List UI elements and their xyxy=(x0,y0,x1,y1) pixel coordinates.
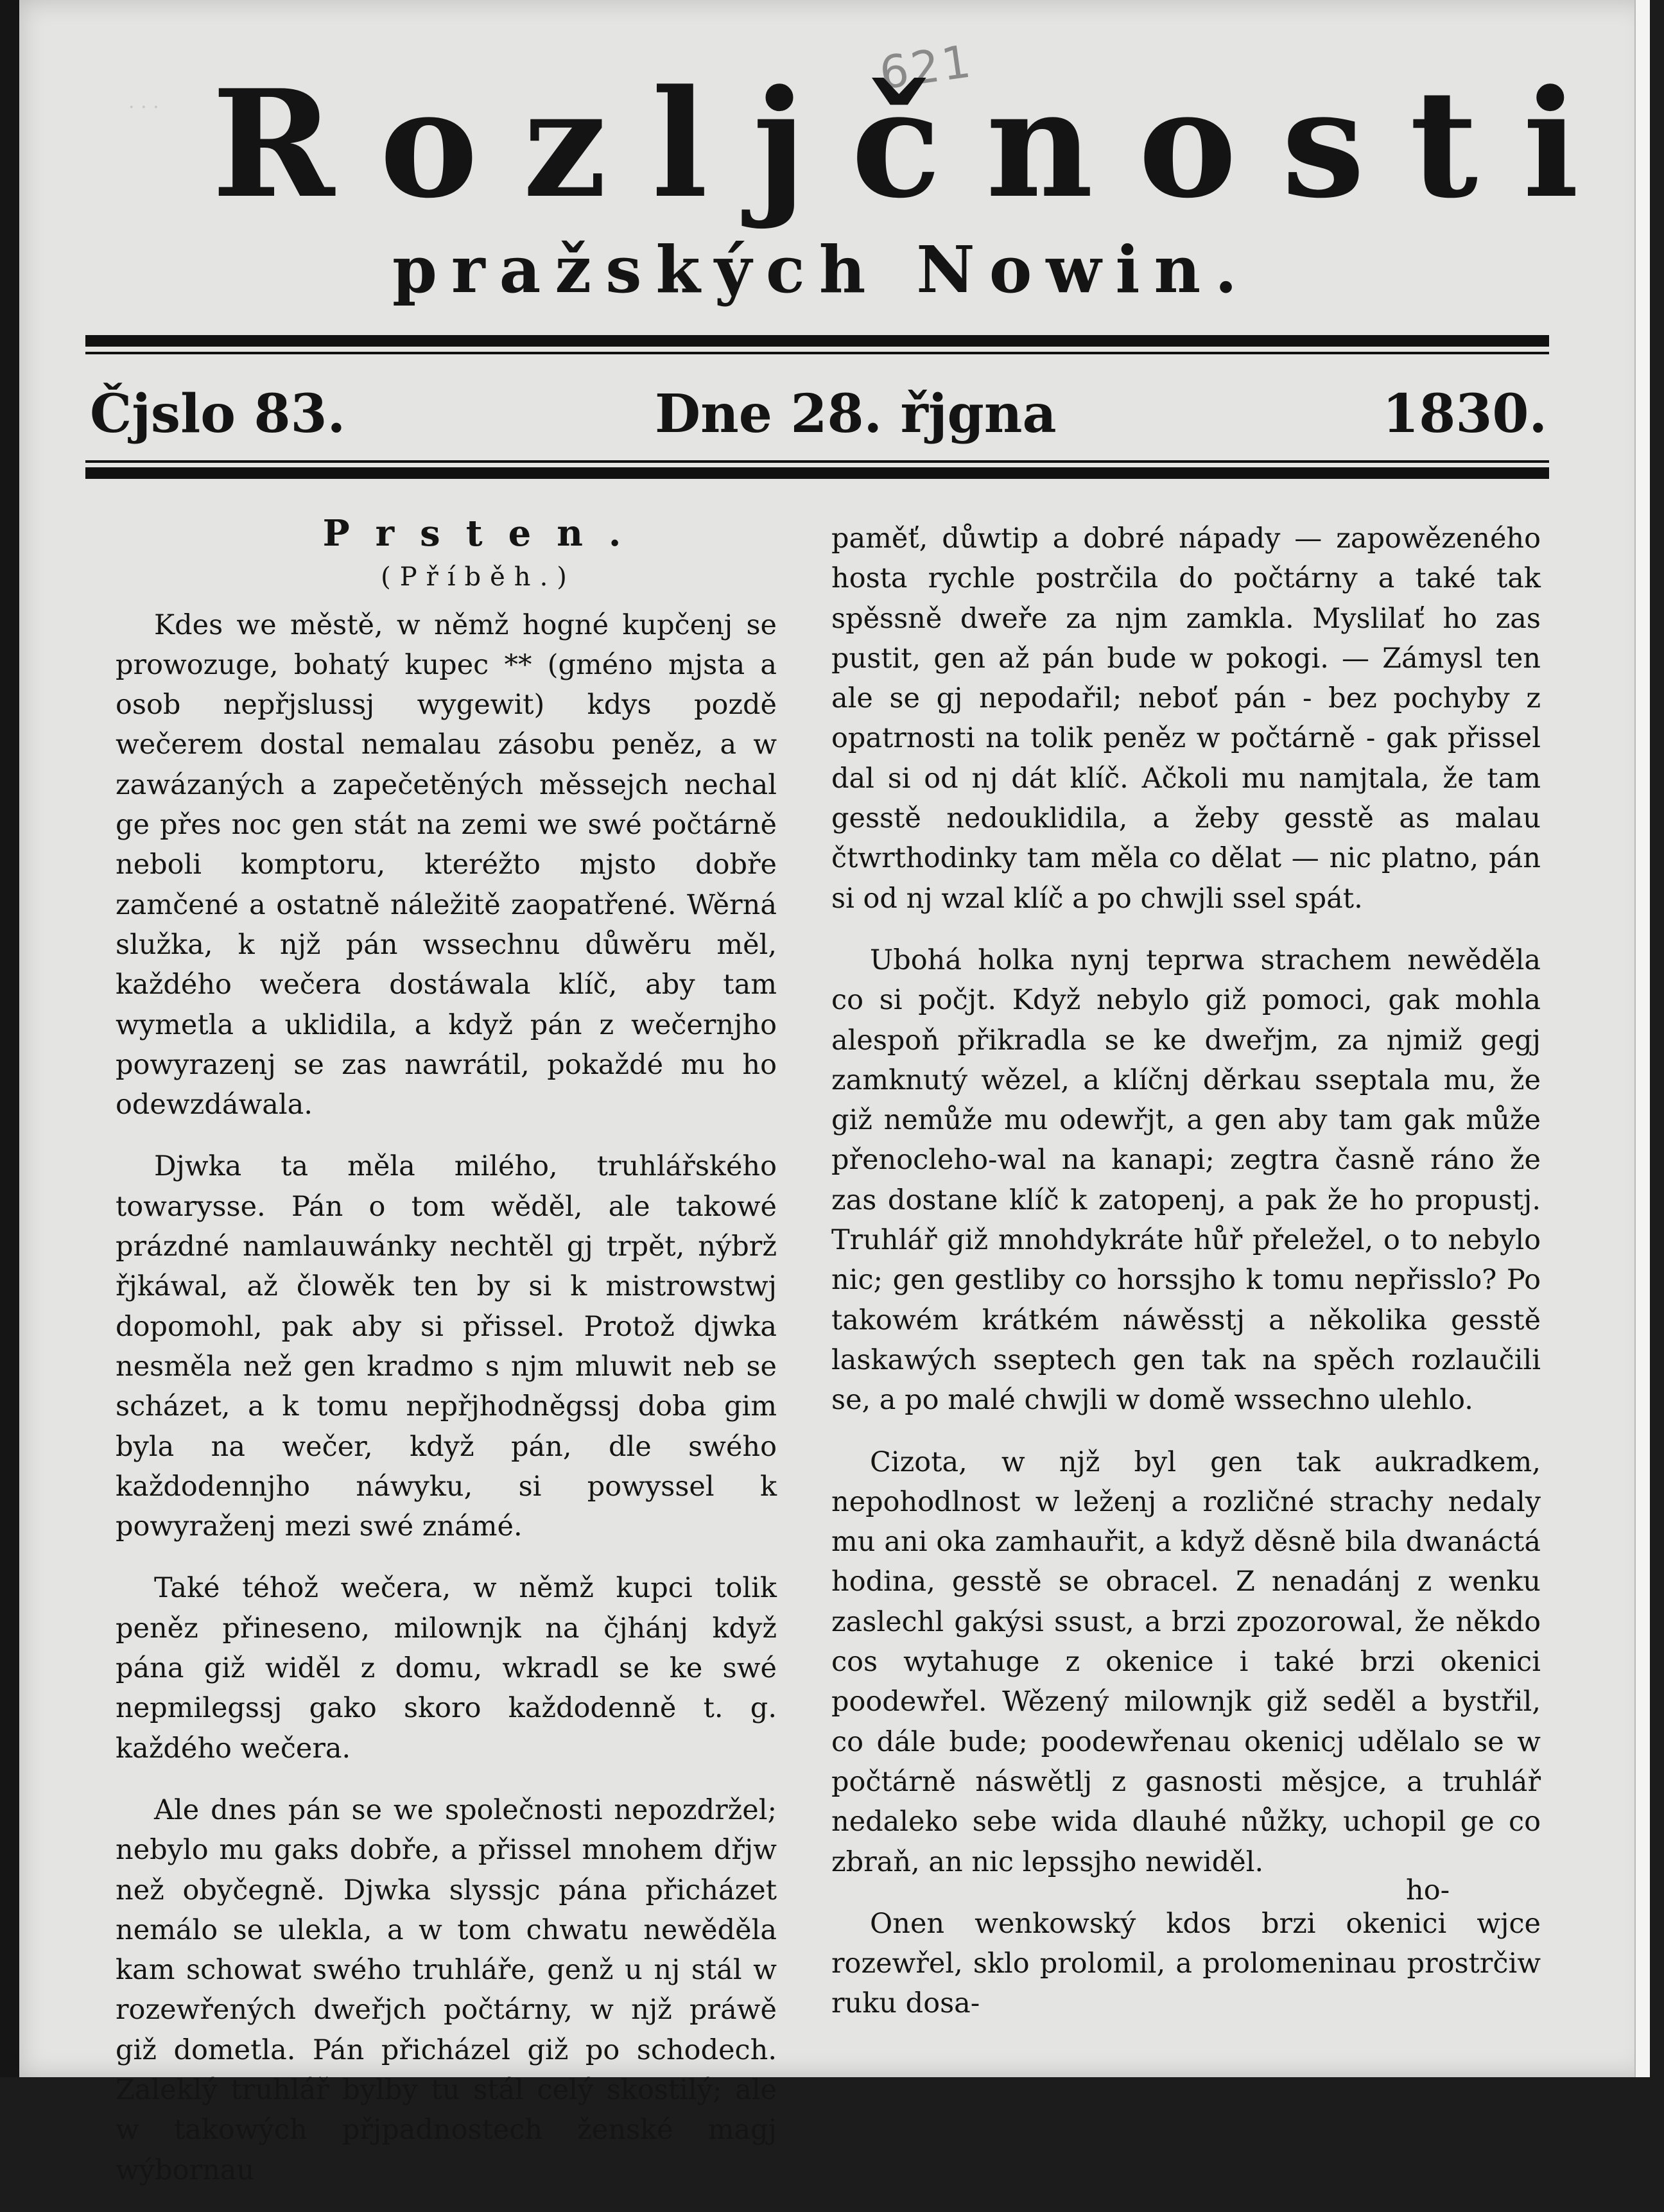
masthead-subtitle: pražských Nowin. xyxy=(392,232,1251,307)
top-rule-thick xyxy=(85,335,1549,347)
article-subtitle: (Příběh.) xyxy=(381,562,576,592)
paragraph: Kdes we městě, w němž hogné kupčenj se prowozuge, bohatý kupec ** (gméno mjsta a osob nepřjslussj wygewit) kdys pozdě wečerem dostal nemalau zásobu peněz, a w zawázaných a zapečetěných měssejch nechal ge přes noc gen stát na zemi we swé počtárně neboli komptoru, kteréžto mjsto dobře zamčené a ostatně náležitě zaopatřené. Wěrná služka, k njž pán wssechnu důwěru měl, každého wečera dostáwala klíč, aby tam wymetla a uklidila, a když pán z wečernjho powyrazenj se zas nawrátil, pokaždé mu ho odewzdáwala. xyxy=(116,609,777,1121)
issue-year: 1830. xyxy=(1382,383,1547,445)
left-column xyxy=(116,514,777,2212)
paragraph: Onen wenkowský kdos brzi okenici wjce rozewřel, sklo prolomil, a prolomeninau prostrčiw ruku dosa- xyxy=(831,1907,1541,2020)
article-title: Prsten. xyxy=(322,512,647,555)
page-right-edge xyxy=(1634,0,1650,2077)
catchword: ho- xyxy=(1406,1874,1450,1906)
paragraph: Ubohá holka nynj teprwa strachem newěděla co si počjt. Když nebylo giž pomoci, gak mohla alespoň přikradla se ke dweřjm, za njmiž gegj zamknutý wězel, a klíčnj děrkau sseptala mu, že giž nemůže mu odewřjt, a gen aby tam gak může přenocleho-wal na kanapi; zegtra časně ráno že zas dostane klíč k zatopenj, a pak že ho propustj. Truhlář giž mnohdykráte hůř přeležel, o to nebylo nic; gen gestliby co horssjho k tomu nepřisslo? Po takowém krátkém náwěsstj a několika gesstě laskawých sseptech gen tak na spěch rozlaučili se, a po malé chwjli w domě wssechno ulehlo. xyxy=(831,944,1541,1417)
bottom-rule-thin xyxy=(85,460,1549,463)
top-rule-thin xyxy=(85,352,1549,354)
masthead-title: Rozlјčnosti xyxy=(212,58,1624,231)
scan-left-edge xyxy=(0,0,19,2077)
paragraph: Cizota, w njž byl gen tak aukradkem, nepohodlnost w leženj a rozličné strachy nedaly mu ani oka zamhauřit, a když děsně bila dwanáctá hodina, gesstě se obracel. Z nenadánj z wenku zaslechl gakýsi ssust, a brzi zpozorowal, že někdo cos wytahuge z okenice i také brzi okenici poodewřel. Wězený milownjk giž seděl a bystřil, co dále bude; poodewřenau okenicj udělalo se w počtárně náswětlj z gasnosti měsjce, a truhlář nedaleko sebe wida dlauhé nůžky, uchopil ge co zbraň, an nic lepssjho newiděl. xyxy=(831,1446,1541,1878)
bottom-rule-thick xyxy=(85,467,1549,479)
issue-date: Dne 28. řjgna xyxy=(655,383,1057,445)
paragraph: Ale dnes pán se we společnosti nepozdržel; nebylo mu gaks dobře, a přissel mnohem dřjw než obyčegně. Djwka slyssjc pána přicházet nemálo se ulekla, a w tom chwatu newěděla kam schowat swého truhláře, genž u nj stál w rozewřených dweřjch počtárny, w njž práwě giž dometla. Pán přicházel giž po schodech. Zaleklý truhlář bylby tu stál celý skostilý; ale w takowých přjpadnostech ženské magj wýbornau xyxy=(116,1793,777,2186)
paragraph: paměť, důwtip a dobré nápady — zapowězeného hosta rychle postrčila do počtárny a také tak spěssně dweře za njm zamkla. Myslilať ho zas pustit, gen až pán bude w pokogi. — Zámysl ten ale se gj nepodařil; neboť pán - bez pochyby z opatrnosti na tolik peněz w počtárně - gak přissel dal si od nj dát klíč. Ačkoli mu namjtala, že tam gesstě nedouklidila, a žeby gesstě as malau čtwrthodinky tam měla co dělat — nic platno, pán si od nj wzal klíč a po chwjli ssel spát. xyxy=(831,523,1541,915)
paragraph: Djwka ta měla milého, truhlářského towaryssе. Pán o tom wěděl, ale takowé prázdné namlauwánky nechtěl gj trpět, nýbrž řjkáwal, až člowěk ten by si k mistrowstwj dopomohl, pak aby si přissel. Protož djwka nesměla než gen kradmo s njm mluwit neb se scházet, a k tomu nepřjhodněgssj doba gim byla na wečer, když pán, dle swého každodennjho náwyku, si powyssel k powyraženj mezi swé známé. xyxy=(116,1150,777,1543)
right-column xyxy=(831,519,1541,2046)
paragraph: Také téhož wečera, w němž kupci tolik peněz přineseno, milownjk na čjhánj když pána giž widěl z domu, wkradl se ke swé nepmilegssj gako skoro každodenně t. g. každého wečera. xyxy=(116,1572,777,1765)
issue-number: Čjslo 83. xyxy=(90,383,346,445)
dateline xyxy=(90,379,1547,449)
